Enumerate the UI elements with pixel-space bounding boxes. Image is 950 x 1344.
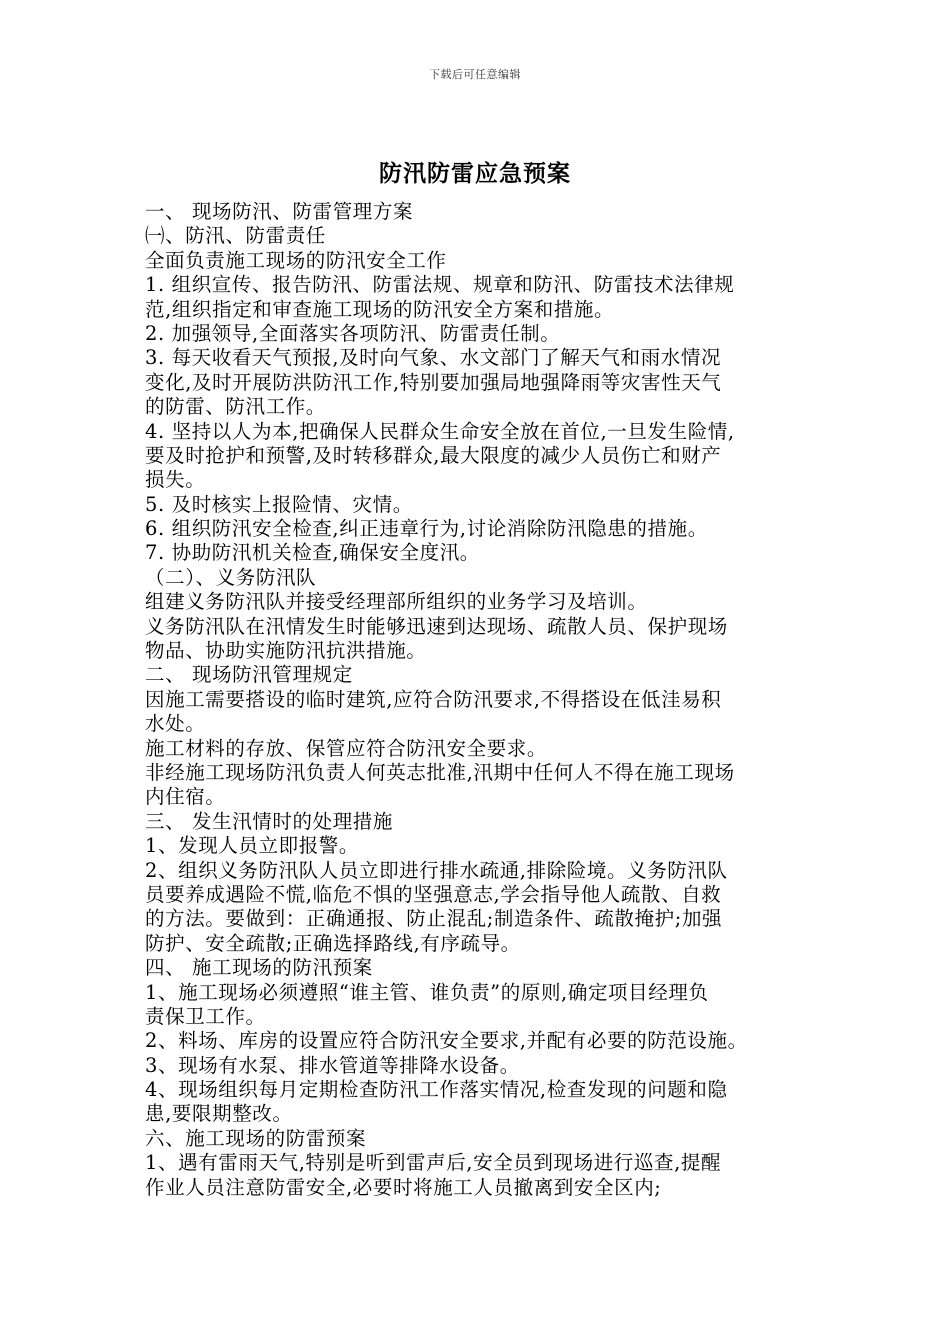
text-line: 7. 协助防汛机关检查,确保安全度汛。 [145,541,480,565]
text-line: 2. 加强领导,全面落实各项防汛、防雷责任制。 [145,321,561,345]
text-line: （二）、义务防汛队 [145,565,317,589]
header-note: 下载后可任意编辑 [429,68,521,81]
text-line: 二、 现场防汛管理规定 [145,663,353,687]
text-line: 1、发现人员立即报警。 [145,834,360,858]
text-line: 2、组织义务防汛队人员立即进行排水疏通,排除险境。义务防汛队 [145,858,728,882]
text-line: 四、 施工现场的防汛预案 [145,956,373,980]
text-line: 六、施工现场的防雷预案 [145,1126,367,1150]
text-line: 6. 组织防汛安全检查,纠正违章行为,讨论消除防汛隐患的措施。 [145,517,708,541]
text-line: 物品、协助实施防汛抗洪措施。 [145,639,427,663]
text-line: 一、 现场防汛、防雷管理方案 [145,200,414,223]
text-line: 水处。 [145,712,206,736]
text-line: 2、料场、库房的设置应符合防汛安全要求,并配有必要的防范设施。 [145,1029,748,1053]
text-line: 责保卫工作。 [145,1004,266,1028]
text-line: 3、现场有水泵、排水管道等排降水设备。 [145,1053,520,1077]
text-line: ㈠、防汛、防雷责任 [145,224,326,248]
text-line: 损失。 [145,468,206,492]
text-line: 组建义务防汛队并接受经理部所组织的业务学习及培训。 [145,590,648,614]
text-line: 因施工需要搭设的临时建筑,应符合防汛要求,不得搭设在低洼易积 [145,687,722,711]
text-line: 非经施工现场防汛负责人何英志批准,汛期中任何人不得在施工现场 [145,760,735,784]
text-line: 5. 及时核实上报险情、灾情。 [145,492,413,516]
text-line: 4. 坚持以人为本,把确保人民群众生命安全放在首位,一旦发生险情, [145,419,735,443]
text-line: 要及时抢护和预警,及时转移群众,最大限度的减少人员伤亡和财产 [145,443,722,467]
text-line: 施工材料的存放、保管应符合防汛安全要求。 [145,736,548,760]
text-line: 1. 组织宣传、报告防汛、防雷法规、规章和防汛、防雷技术法律规 [145,273,735,297]
text-line: 变化,及时开展防洪防汛工作,特别要加强局地强降雨等灾害性天气 [145,370,722,394]
text-line: 患,要限期整改。 [145,1102,293,1126]
text-line: 员要养成遇险不慌,临危不惧的坚强意志,学会指导他人疏散、自救 [145,882,722,906]
text-line: 1、遇有雷雨天气,特别是听到雷声后,安全员到现场进行巡查,提醒 [145,1151,722,1175]
text-line: 4、现场组织每月定期检查防汛工作落实情况,检查发现的问题和隐 [145,1078,728,1102]
text-line: 全面负责施工现场的防汛安全工作 [145,248,447,272]
text-line: 内住宿。 [145,785,226,809]
text-line: 作业人员注意防雷安全,必要时将施工人员撤离到安全区内; [145,1175,662,1199]
text-line: 的方法。要做到：正确通报、防止混乱;制造条件、疏散掩护;加强 [145,907,723,931]
text-line: 义务防汛队在汛情发生时能够迅速到达现场、疏散人员、保护现场 [145,614,728,638]
text-line: 防护、安全疏散;正确选择路线,有序疏导。 [145,931,521,955]
document-body [145,200,813,1200]
text-line: 范,组织指定和审查施工现场的防汛安全方案和措施。 [145,297,615,321]
text-line: 的防雷、防汛工作。 [145,395,326,419]
text-line: 3. 每天收看天气预报,及时向气象、水文部门了解天气和雨水情况 [145,346,722,370]
document-title: 防汛防雷应急预案 [379,160,571,187]
text-line: 三、 发生汛情时的处理措施 [145,809,393,833]
text-line: 1、施工现场必须遵照“谁主管、谁负责”的原则,确定项目经理负 [145,980,709,1004]
